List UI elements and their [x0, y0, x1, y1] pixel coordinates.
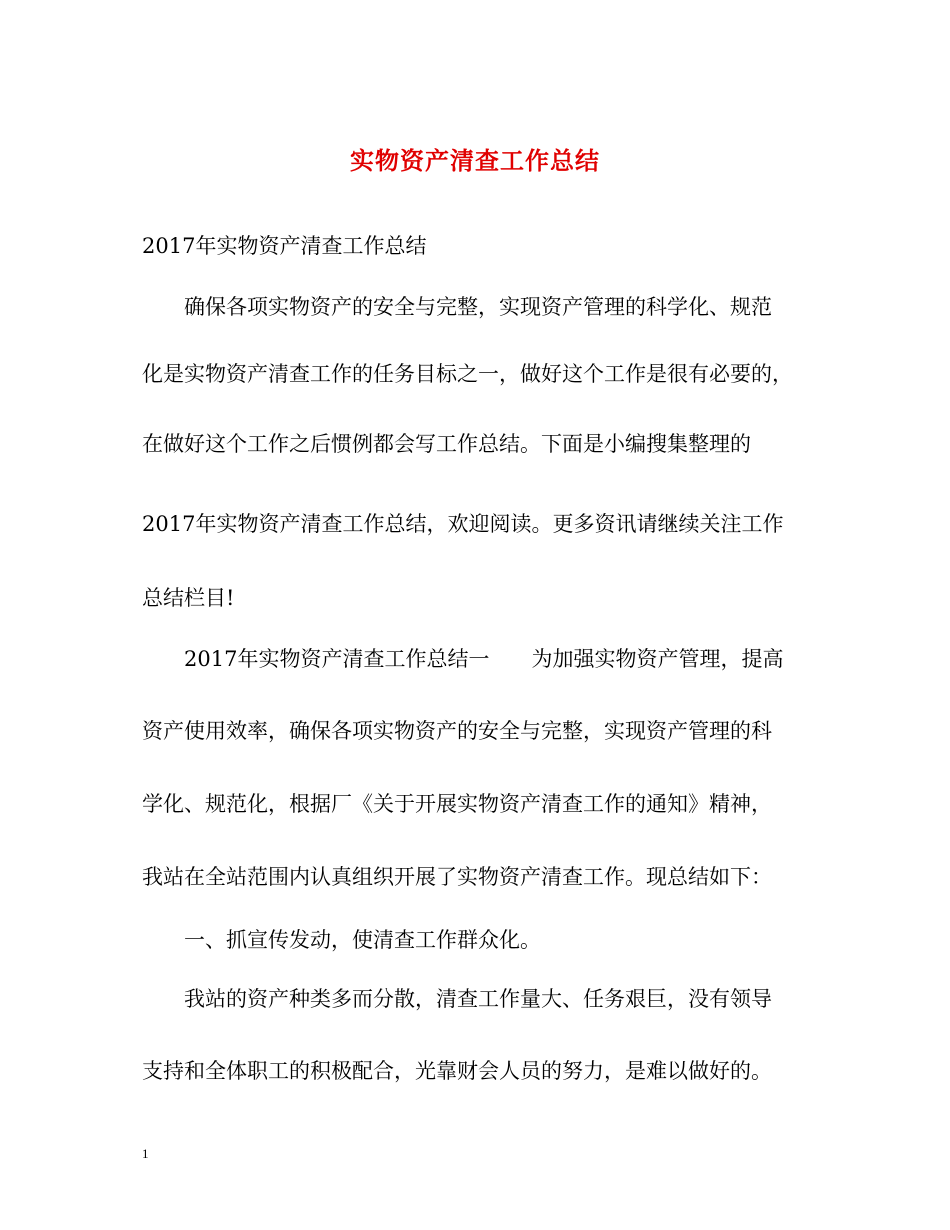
paragraph-line: 在做好这个工作之后惯例都会写工作总结。下面是小编搜集整理的	[142, 432, 751, 456]
paragraph-line: 化是实物资产清查工作的任务目标之一，做好这个工作是很有必要的，	[142, 362, 793, 386]
section-heading-line	[184, 643, 783, 675]
section-heading: 2017年实物资产清查工作总结一	[184, 647, 490, 671]
paragraph-line: 我站在全站范围内认真组织开展了实物资产清查工作。现总结如下：	[142, 865, 772, 889]
document-title: 实物资产清查工作总结	[350, 146, 600, 175]
section-heading-line: 一、抓宣传发动，使清查工作群众化。	[184, 928, 541, 952]
paragraph-line: 支持和全体职工的积极配合，光靠财会人员的努力，是难以做好的。	[142, 1059, 772, 1083]
paragraph-line: 总结栏目!	[142, 586, 235, 610]
paragraph-line: 确保各项实物资产的安全与完整，实现资产管理的科学化、规范	[184, 295, 772, 319]
document-subtitle: 2017年实物资产清查工作总结	[142, 234, 427, 258]
page-number: 1	[142, 1146, 149, 1161]
paragraph-line: 学化、规范化，根据厂《关于开展实物资产清查工作的通知》精神，	[142, 792, 772, 816]
paragraph-text: 为加强实物资产管理，提高	[531, 647, 784, 671]
paragraph-line: 我站的资产种类多而分散，清查工作量大、任务艰巨，没有领导	[184, 987, 772, 1011]
paragraph-line: 资产使用效率，确保各项实物资产的安全与完整，实现资产管理的科	[142, 719, 772, 743]
paragraph-line: 2017年实物资产清查工作总结，欢迎阅读。更多资讯请继续关注工作	[142, 512, 784, 536]
